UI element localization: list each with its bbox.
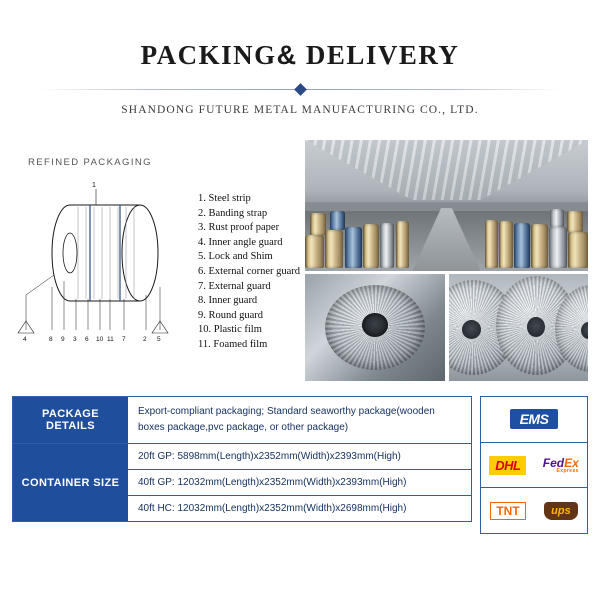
logo-row-tnt-ups: [481, 488, 587, 533]
divider-diamond-icon: [294, 83, 307, 96]
svg-text:2: 2: [143, 336, 147, 343]
refined-packaging-label: REFINED PACKAGING: [28, 157, 152, 168]
svg-text:7: 7: [122, 336, 126, 343]
svg-text:5: 5: [157, 336, 161, 343]
svg-text:1: 1: [92, 182, 96, 189]
svg-text:10: 10: [96, 336, 104, 343]
header-divider: [40, 85, 560, 95]
page-title-main: PACKING: [140, 40, 277, 70]
container-size-values: [128, 444, 471, 521]
fedex-fed-text: Fed: [542, 456, 565, 470]
svg-text:11: 11: [107, 336, 114, 343]
coil-closeup-photo: [305, 274, 445, 381]
svg-text:4: 4: [23, 336, 27, 343]
svg-text:3: 3: [73, 336, 77, 343]
list-item: 5. Lock and Shim: [198, 251, 273, 263]
fedex-express-text: Express: [556, 468, 579, 474]
list-item: 7. External guard: [198, 280, 271, 292]
list-item: 1. Steel strip: [198, 193, 251, 204]
warehouse-photo: [305, 140, 588, 271]
list-item: 2. Banding strap: [198, 207, 268, 219]
ups-logo-icon: ups: [544, 502, 578, 520]
coil-stack-right: [469, 192, 588, 268]
spec-table: [12, 396, 472, 522]
package-details-value: Export-compliant packaging; Standard seaworthy package(wooden boxes package,pvc package, or other package): [128, 397, 471, 443]
coil-stack-left: [305, 195, 418, 268]
list-item: 4. Inner angle guard: [198, 236, 283, 248]
closeup-coil: [325, 285, 426, 371]
container-size-label: CONTAINER SIZE: [13, 444, 128, 521]
logo-row-dhl-fedex: [481, 443, 587, 489]
svg-text:9: 9: [61, 336, 65, 343]
list-item: 3. Rust proof paper: [198, 222, 280, 234]
list-item: 11. Foamed film: [198, 338, 268, 350]
page-title-tail: DELIVERY: [297, 40, 460, 70]
steel-strips-photo: [449, 274, 588, 381]
table-row: [13, 444, 471, 521]
container-size-40gp: 40ft GP: 12032mm(Length)x2352mm(Width)x2393mm(High): [128, 470, 471, 496]
fedex-ex-text: Ex: [564, 456, 579, 470]
container-size-20gp: 20ft GP: 5898mm(Length)x2352mm(Width)x2393mm(High): [128, 444, 471, 470]
page-title-amp: &: [276, 40, 298, 70]
page-title: [0, 40, 600, 71]
coil-packaging-svg: [12, 175, 192, 350]
tnt-logo-icon: TNT: [490, 502, 525, 520]
company-subtitle: SHANDONG FUTURE METAL MANUFACTURING CO., LTD.: [121, 104, 479, 116]
list-item: 8. Inner guard: [198, 295, 258, 307]
dhl-logo-icon: DHL: [489, 456, 526, 475]
closeup-coil-bore: [362, 313, 388, 337]
svg-text:8: 8: [49, 336, 53, 343]
logo-row-ems: [481, 397, 587, 443]
packaging-component-list: [198, 192, 318, 353]
table-row: [13, 397, 471, 444]
page-header: [0, 40, 600, 116]
list-item: 10. Plastic film: [198, 324, 262, 336]
container-size-40hc: 40ft HC: 12032mm(Length)x2352mm(Width)x2698mm(High): [128, 496, 471, 521]
package-details-label: PACKAGE DETAILS: [13, 397, 128, 443]
list-item: 9. Round guard: [198, 309, 264, 321]
packaging-diagram: [12, 175, 192, 350]
svg-text:6: 6: [85, 336, 89, 343]
ems-logo-icon: EMS: [510, 409, 559, 429]
list-item: 6. External corner guard: [198, 265, 301, 277]
courier-logos-panel: [480, 396, 588, 534]
fedex-logo-icon: [543, 456, 579, 474]
